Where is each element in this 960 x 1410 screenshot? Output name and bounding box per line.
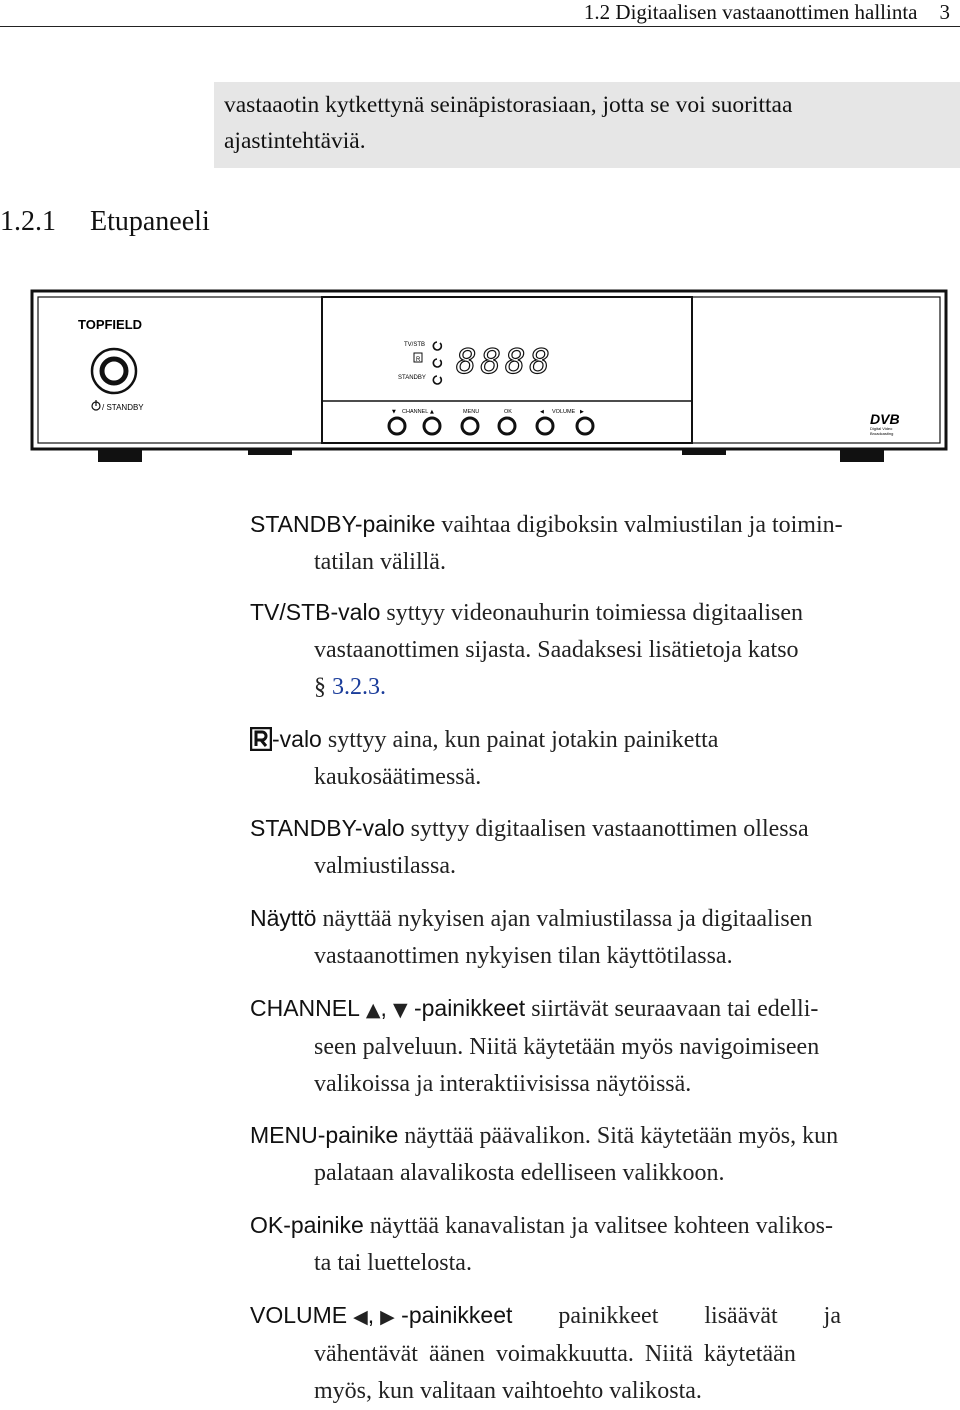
header-title: 1.2 Digitaalisen vastaanottimen hallinta <box>583 0 918 24</box>
note-box <box>214 82 960 168</box>
term: MENU-painike <box>250 1122 399 1148</box>
volume-right-arrow-icon: ▶ <box>580 409 584 415</box>
r-led-label: R <box>416 357 421 363</box>
channel-up-button <box>424 418 440 434</box>
menu-button <box>462 418 478 434</box>
section-number: 1.2.1 <box>0 206 56 237</box>
standby-led-label: STANDBY <box>398 375 426 381</box>
left-triangle-icon: ◀ <box>353 1306 368 1328</box>
down-triangle-icon: ▼ <box>392 999 408 1021</box>
volume-down-button <box>537 418 553 434</box>
dvb-logo-line: Digital Video <box>870 426 893 431</box>
device-foot <box>840 449 884 462</box>
section-title: Etupaneeli <box>90 206 210 237</box>
volume-label: VOLUME <box>552 409 576 415</box>
note-line: vastaaotin kytkettynä seinäpistorasiaan, jotta se voi suorittaa <box>224 92 793 118</box>
dvb-logo-line: Broadcasting <box>870 431 894 436</box>
note-line: ajastintehtäviä. <box>224 128 366 154</box>
term: TV/STB-valo <box>250 599 381 625</box>
term: OK-painike <box>250 1212 364 1238</box>
r-led-icon <box>250 727 272 751</box>
section-heading <box>0 202 210 242</box>
channel-label: CHANNEL <box>402 409 429 415</box>
ok-label: OK <box>504 409 512 415</box>
description-volume-buttons: VOLUME ◀, ▶ -painikkeet painikkeet lisäävät ja vähentävät äänen voimakkuutta. Niitä käytetään myös, kun valitaan vaihtoehto valikosta. <box>250 1302 841 1404</box>
term: STANDBY-valo <box>250 815 405 841</box>
seven-segment-display: 8888 <box>456 342 554 382</box>
header-text <box>584 0 950 24</box>
device-foot <box>682 449 726 455</box>
volume-up-button <box>577 418 593 434</box>
cross-reference-link[interactable]: 3.2.3 <box>332 674 380 700</box>
front-panel-illustration <box>30 289 948 469</box>
description-standby-button: STANDBY-painike vaihtaa digiboksin valmiustilan ja toimin- tatilan välillä. <box>250 511 843 575</box>
description-tvstb-led: TV/STB-valo syttyy videonauhurin toimiessa digitaalisen vastaanottimen sijasta. Saadaksesi lisätietoja katso § 3.2.3. <box>250 599 803 700</box>
description-r-led: -valo syttyy aina, kun painat jotakin painiketta kaukosäätimessä. <box>250 721 950 796</box>
term: Näyttö <box>250 905 317 931</box>
tvstb-led-label: TV/STB <box>404 342 426 348</box>
running-header <box>0 0 960 27</box>
channel-up-arrow-icon: ▲ <box>430 409 434 415</box>
brand-logo: TOPFIELD <box>78 317 143 332</box>
page-number: 3 <box>939 0 950 24</box>
term: -valo <box>272 726 322 752</box>
description-ok-button: OK-painike näyttää kanavalistan ja valitsee kohteen valikos- ta tai luettelosta. <box>250 1212 833 1276</box>
description-menu-button: MENU-painike näyttää päävalikon. Sitä käytetään myös, kun palataan alavalikosta edelliseen valikkoon. <box>250 1122 839 1186</box>
description-standby-led: STANDBY-valo syttyy digitaalisen vastaanottimen ollessa valmiustilassa. <box>250 815 809 879</box>
device-foot <box>248 449 292 455</box>
channel-down-arrow-icon: ▼ <box>392 409 396 415</box>
dvb-logo: DVB <box>870 411 900 427</box>
volume-left-arrow-icon: ◀ <box>540 409 544 415</box>
device-foot <box>98 449 142 462</box>
description-channel-buttons: CHANNEL ▲, ▼ -painikkeet siirtävät seuraavaan tai edelli- seen palveluun. Niitä käytetään myös navigoimiseen valikoissa ja interaktiivisissa näytöissä. <box>250 995 820 1097</box>
channel-down-button <box>389 418 405 434</box>
power-label: / STANDBY <box>102 403 144 412</box>
section-symbol: § <box>314 674 326 700</box>
standby-button <box>102 359 126 383</box>
term: STANDBY-painike <box>250 511 436 537</box>
description-display: Näyttö näyttää nykyisen ajan valmiustilassa ja digitaalisen vastaanottimen nykyisen tilan käyttötilassa. <box>250 905 813 969</box>
up-triangle-icon: ▲ <box>365 999 381 1021</box>
term: CHANNEL <box>250 995 360 1021</box>
term: VOLUME <box>250 1302 348 1328</box>
menu-label: MENU <box>463 409 480 415</box>
right-triangle-icon: ▶ <box>380 1306 395 1328</box>
ok-button <box>499 418 515 434</box>
